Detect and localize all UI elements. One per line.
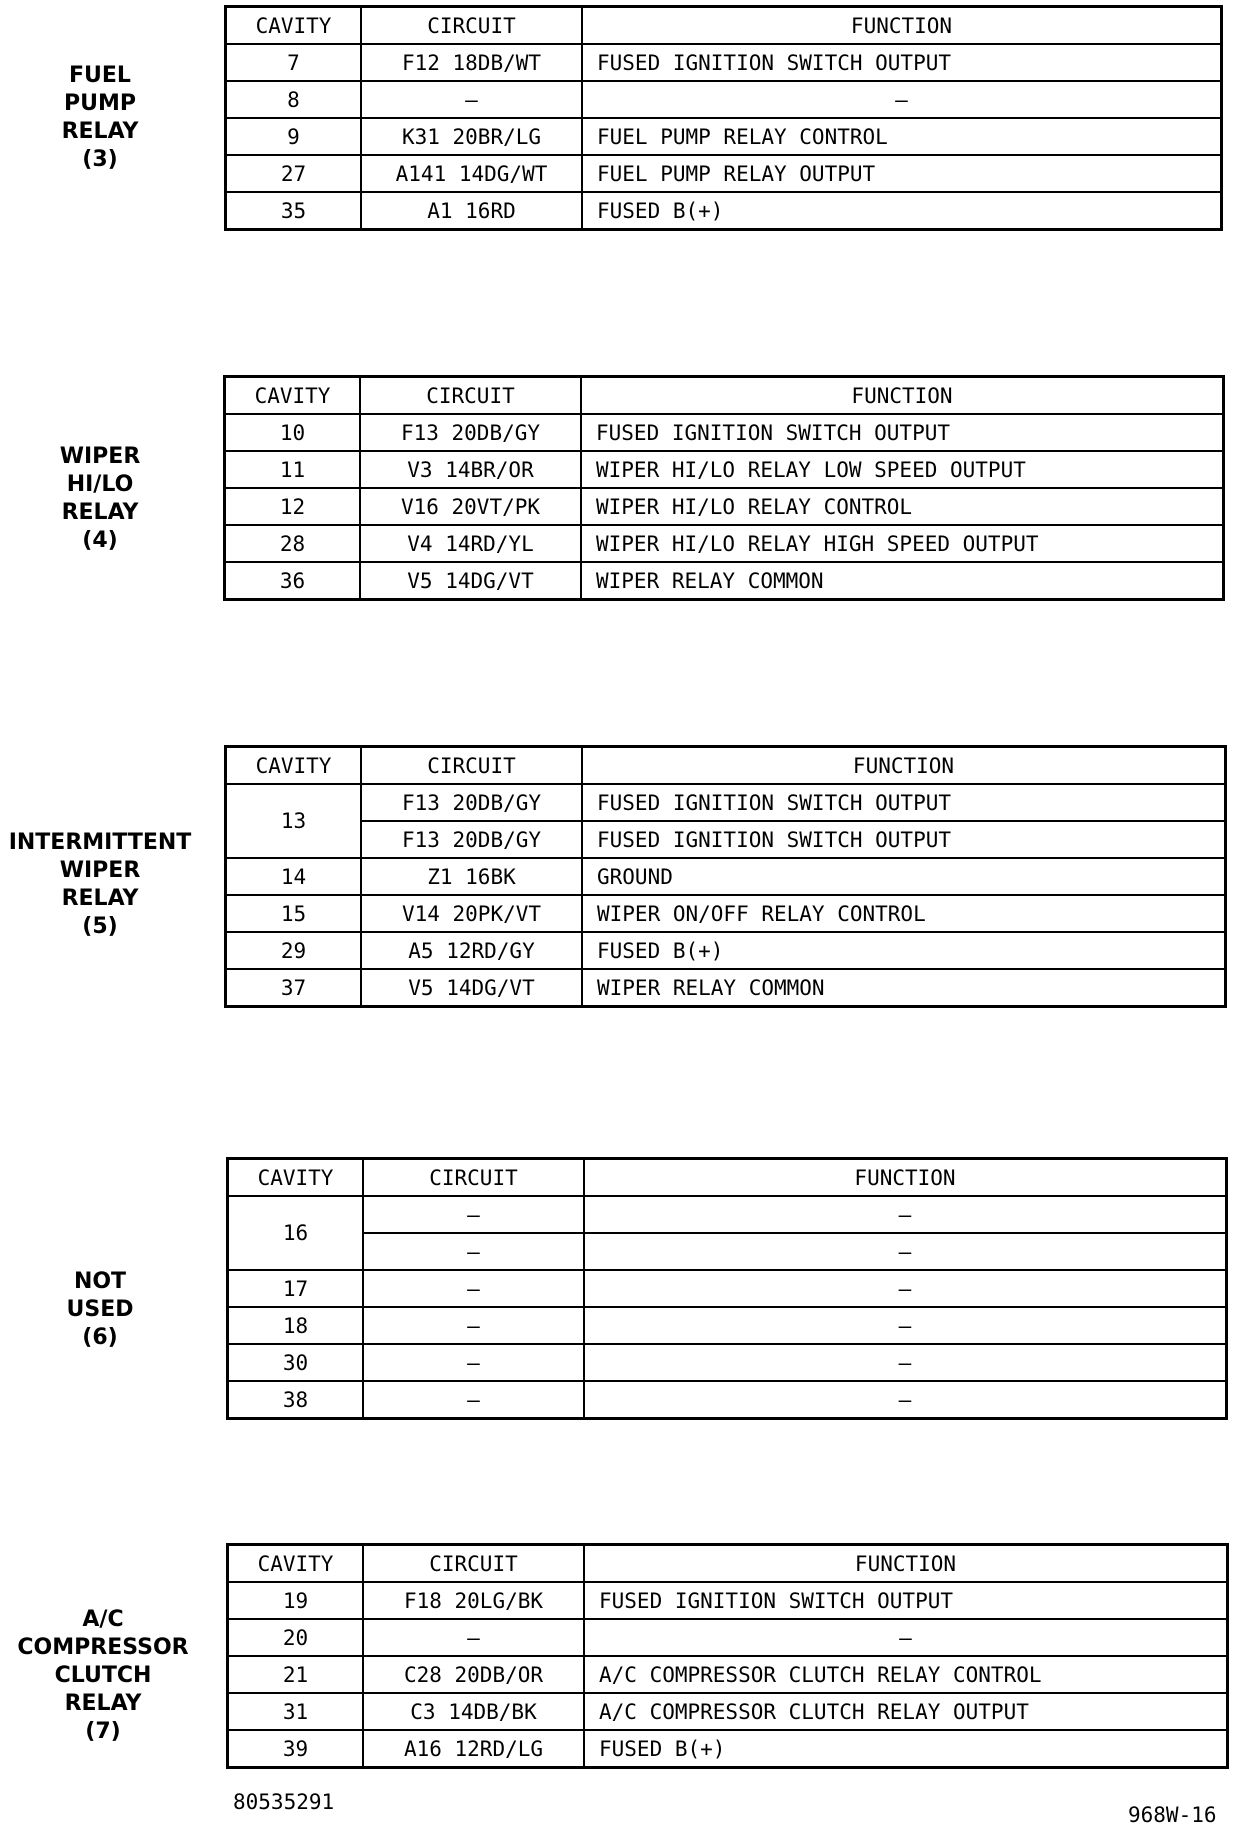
table-row xyxy=(225,562,1224,600)
cavity-cell: 30 xyxy=(228,1344,364,1381)
relay-label-line: USED xyxy=(66,1297,134,1322)
relay-label-line: RELAY xyxy=(61,119,139,144)
function-cell: FUSED IGNITION SWITCH OUTPUT xyxy=(581,414,1224,451)
circuit-cell: – xyxy=(363,1270,584,1307)
function-cell: – xyxy=(584,1381,1227,1419)
relay-label-line: (5) xyxy=(82,914,118,939)
table-header-row xyxy=(225,377,1224,415)
header-function: FUNCTION xyxy=(581,377,1224,415)
document-code-left: 80535291 xyxy=(233,1790,335,1814)
function-cell: FUSED IGNITION SWITCH OUTPUT xyxy=(582,44,1222,81)
circuit-cell: – xyxy=(363,1344,584,1381)
relay-label-line: (4) xyxy=(82,528,118,553)
header-function: FUNCTION xyxy=(582,7,1222,45)
cavity-cell: 19 xyxy=(228,1582,364,1619)
header-function: FUNCTION xyxy=(582,747,1226,785)
function-cell: – xyxy=(584,1196,1227,1233)
circuit-cell: – xyxy=(361,81,582,118)
function-cell: – xyxy=(584,1233,1227,1270)
table-row xyxy=(226,821,1226,858)
cavity-cell: 16 xyxy=(228,1196,364,1270)
circuit-cell: A5 12RD/GY xyxy=(361,932,582,969)
circuit-cell: C28 20DB/OR xyxy=(363,1656,584,1693)
function-cell: WIPER RELAY COMMON xyxy=(581,562,1224,600)
cavity-cell: 31 xyxy=(228,1693,364,1730)
function-cell: FUSED B(+) xyxy=(582,192,1222,230)
cavity-cell: 38 xyxy=(228,1381,364,1419)
function-cell: FUSED B(+) xyxy=(584,1730,1228,1768)
table-row xyxy=(225,488,1224,525)
function-cell: – xyxy=(582,81,1222,118)
relay-label-line: FUEL xyxy=(69,63,131,88)
table-row xyxy=(228,1619,1228,1656)
circuit-cell: F12 18DB/WT xyxy=(361,44,582,81)
cavity-cell: 15 xyxy=(226,895,362,932)
circuit-cell: F13 20DB/GY xyxy=(360,414,581,451)
cavity-cell: 36 xyxy=(225,562,361,600)
function-cell: WIPER HI/LO RELAY HIGH SPEED OUTPUT xyxy=(581,525,1224,562)
cavity-cell: 39 xyxy=(228,1730,364,1768)
cavity-cell: 12 xyxy=(225,488,361,525)
circuit-cell: F13 20DB/GY xyxy=(361,784,582,821)
table-not-used xyxy=(226,1157,1228,1420)
table-row xyxy=(228,1381,1227,1419)
table-row xyxy=(226,784,1226,821)
table-row xyxy=(226,192,1222,230)
circuit-cell: A16 12RD/LG xyxy=(363,1730,584,1768)
cavity-cell: 28 xyxy=(225,525,361,562)
table-row xyxy=(225,414,1224,451)
function-cell: FUSED IGNITION SWITCH OUTPUT xyxy=(584,1582,1228,1619)
table-row xyxy=(225,451,1224,488)
relay-label-line: COMPRESSOR xyxy=(17,1635,189,1660)
table-header-row xyxy=(228,1545,1228,1583)
function-cell: – xyxy=(584,1344,1227,1381)
table-ac-compressor-clutch-relay xyxy=(226,1543,1229,1769)
header-circuit: CIRCUIT xyxy=(363,1545,584,1583)
circuit-cell: K31 20BR/LG xyxy=(361,118,582,155)
cavity-cell: 18 xyxy=(228,1307,364,1344)
table-header-row xyxy=(228,1159,1227,1197)
relay-label-line: PUMP xyxy=(63,91,136,116)
circuit-cell: – xyxy=(363,1307,584,1344)
relay-label-wiper-hi-lo xyxy=(0,443,200,555)
table-intermittent-wiper-relay xyxy=(224,745,1227,1008)
cavity-cell: 8 xyxy=(226,81,362,118)
header-function: FUNCTION xyxy=(584,1159,1227,1197)
table-row xyxy=(226,858,1226,895)
circuit-cell: V14 20PK/VT xyxy=(361,895,582,932)
function-cell: FUSED B(+) xyxy=(582,932,1226,969)
function-cell: WIPER HI/LO RELAY CONTROL xyxy=(581,488,1224,525)
cavity-cell: 21 xyxy=(228,1656,364,1693)
function-cell: – xyxy=(584,1307,1227,1344)
table-header-row xyxy=(226,7,1222,45)
table-row xyxy=(226,118,1222,155)
cavity-cell: 35 xyxy=(226,192,362,230)
relay-label-line: WIPER xyxy=(59,444,141,469)
function-cell: FUEL PUMP RELAY OUTPUT xyxy=(582,155,1222,192)
function-cell: GROUND xyxy=(582,858,1226,895)
function-cell: FUEL PUMP RELAY CONTROL xyxy=(582,118,1222,155)
relay-label-line: NOT xyxy=(73,1269,127,1294)
function-cell: – xyxy=(584,1619,1228,1656)
relay-label-intermittent-wiper xyxy=(0,829,200,941)
circuit-cell: F13 20DB/GY xyxy=(361,821,582,858)
function-cell: – xyxy=(584,1270,1227,1307)
table-row xyxy=(226,81,1222,118)
circuit-cell: V4 14RD/YL xyxy=(360,525,581,562)
table-row xyxy=(228,1656,1228,1693)
cavity-cell: 9 xyxy=(226,118,362,155)
relay-label-ac-compressor-clutch xyxy=(3,1606,203,1746)
circuit-cell: V16 20VT/PK xyxy=(360,488,581,525)
function-cell: WIPER HI/LO RELAY LOW SPEED OUTPUT xyxy=(581,451,1224,488)
header-circuit: CIRCUIT xyxy=(360,377,581,415)
table-fuel-pump-relay xyxy=(224,5,1223,231)
relay-label-fuel-pump xyxy=(0,62,200,174)
function-cell: FUSED IGNITION SWITCH OUTPUT xyxy=(582,821,1226,858)
table-row xyxy=(226,155,1222,192)
table-row xyxy=(228,1582,1228,1619)
function-cell: A/C COMPRESSOR CLUTCH RELAY OUTPUT xyxy=(584,1693,1228,1730)
header-cavity: CAVITY xyxy=(226,7,362,45)
circuit-cell: F18 20LG/BK xyxy=(363,1582,584,1619)
table-row xyxy=(228,1344,1227,1381)
table-row xyxy=(228,1730,1228,1768)
circuit-cell: V3 14BR/OR xyxy=(360,451,581,488)
cavity-cell: 20 xyxy=(228,1619,364,1656)
table-row xyxy=(225,525,1224,562)
cavity-cell: 13 xyxy=(226,784,362,858)
cavity-cell: 27 xyxy=(226,155,362,192)
cavity-cell: 14 xyxy=(226,858,362,895)
relay-label-line: WIPER xyxy=(59,858,141,883)
table-row xyxy=(228,1233,1227,1270)
relay-label-line: CLUTCH xyxy=(54,1663,152,1688)
relay-label-line: (6) xyxy=(82,1325,118,1350)
function-cell: WIPER ON/OFF RELAY CONTROL xyxy=(582,895,1226,932)
header-circuit: CIRCUIT xyxy=(361,747,582,785)
header-circuit: CIRCUIT xyxy=(361,7,582,45)
header-circuit: CIRCUIT xyxy=(363,1159,584,1197)
function-cell: A/C COMPRESSOR CLUTCH RELAY CONTROL xyxy=(584,1656,1228,1693)
relay-label-line: A/C xyxy=(82,1607,124,1632)
table-row xyxy=(228,1196,1227,1233)
cavity-cell: 11 xyxy=(225,451,361,488)
table-wiper-hi-lo-relay xyxy=(223,375,1225,601)
header-cavity: CAVITY xyxy=(226,747,362,785)
cavity-cell: 7 xyxy=(226,44,362,81)
relay-label-line: INTERMITTENT xyxy=(8,830,192,855)
relay-label-line: RELAY xyxy=(61,500,139,525)
circuit-cell: V5 14DG/VT xyxy=(361,969,582,1007)
table-row xyxy=(226,44,1222,81)
relay-label-line: HI/LO xyxy=(66,472,134,497)
table-row xyxy=(226,932,1226,969)
cavity-cell: 17 xyxy=(228,1270,364,1307)
header-cavity: CAVITY xyxy=(228,1545,364,1583)
relay-label-line: RELAY xyxy=(61,886,139,911)
table-row xyxy=(228,1307,1227,1344)
circuit-cell: – xyxy=(363,1196,584,1233)
circuit-cell: – xyxy=(363,1233,584,1270)
document-code-right: 968W-16 xyxy=(1128,1803,1217,1827)
relay-label-line: RELAY xyxy=(64,1691,142,1716)
relay-label-line: (7) xyxy=(85,1719,121,1744)
header-cavity: CAVITY xyxy=(228,1159,364,1197)
relay-label-line: (3) xyxy=(82,147,118,172)
circuit-cell: Z1 16BK xyxy=(361,858,582,895)
circuit-cell: – xyxy=(363,1381,584,1419)
circuit-cell: – xyxy=(363,1619,584,1656)
function-cell: WIPER RELAY COMMON xyxy=(582,969,1226,1007)
circuit-cell: A141 14DG/WT xyxy=(361,155,582,192)
header-cavity: CAVITY xyxy=(225,377,361,415)
table-row xyxy=(228,1693,1228,1730)
cavity-cell: 37 xyxy=(226,969,362,1007)
cavity-cell: 10 xyxy=(225,414,361,451)
circuit-cell: A1 16RD xyxy=(361,192,582,230)
circuit-cell: V5 14DG/VT xyxy=(360,562,581,600)
circuit-cell: C3 14DB/BK xyxy=(363,1693,584,1730)
header-function: FUNCTION xyxy=(584,1545,1228,1583)
cavity-cell: 29 xyxy=(226,932,362,969)
table-row xyxy=(226,895,1226,932)
table-row xyxy=(226,969,1226,1007)
function-cell: FUSED IGNITION SWITCH OUTPUT xyxy=(582,784,1226,821)
table-row xyxy=(228,1270,1227,1307)
relay-label-not-used xyxy=(0,1268,200,1352)
table-header-row xyxy=(226,747,1226,785)
